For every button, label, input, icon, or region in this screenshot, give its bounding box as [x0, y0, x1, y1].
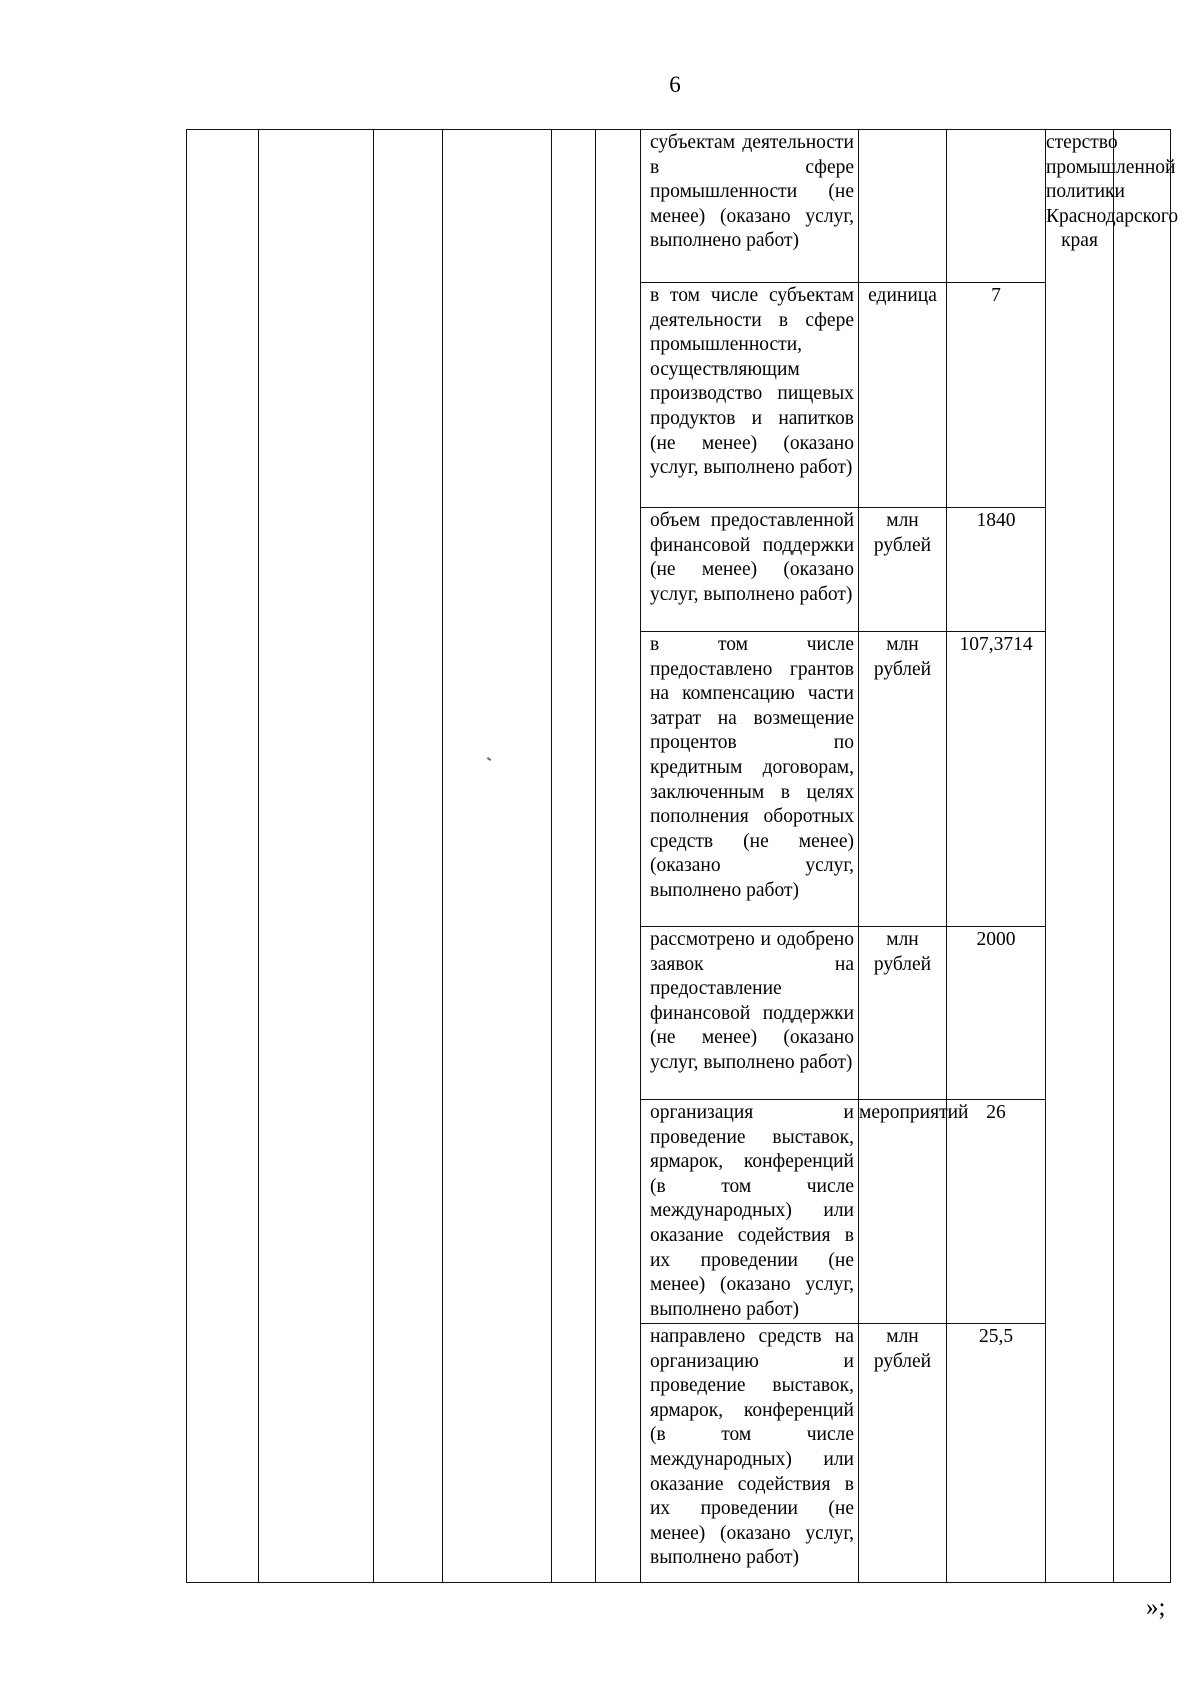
closing-quote: »; — [1146, 1594, 1166, 1621]
responsible-executor: стерство промышленной политики Краснодарского края — [1046, 130, 1114, 508]
indicator-description: субъектам деятельности в сфере промышленности (не менее) (оказано услуг, выполнено работ) — [641, 130, 859, 283]
indicator-unit: млн рублей — [859, 632, 947, 927]
indicator-unit: единица — [859, 283, 947, 508]
indicator-unit: мероприятий — [859, 1100, 947, 1324]
indicator-description: рассмотрено и одобрено заявок на предоставление финансовой поддержки (не менее) (оказано услуг, выполнено работ) — [641, 927, 859, 1100]
empty-cell — [552, 130, 596, 1583]
indicator-value: 26 — [947, 1100, 1046, 1324]
empty-cell — [1114, 130, 1171, 1583]
indicator-description: направлено средств на организацию и проведение выставок, ярмарок, конференций (в том числе международных) или оказание содействия в их проведении (не менее) (оказано услуг, выполнено работ) — [641, 1324, 859, 1583]
indicator-unit — [859, 130, 947, 283]
indicator-value: 107,3714 — [947, 632, 1046, 927]
indicator-description: в том числе предоставлено грантов на компенсацию части затрат на возмещение процентов по кредитным договорам, заключенным в целях пополнения оборотных средств (не менее) (оказано услуг, выполнено работ) — [641, 632, 859, 927]
indicator-unit: млн рублей — [859, 1324, 947, 1583]
empty-cell — [187, 130, 259, 1583]
empty-cell — [374, 130, 443, 1583]
indicator-value — [947, 130, 1046, 283]
indicator-value: 2000 — [947, 927, 1046, 1100]
responsible-executor-continued — [1046, 508, 1114, 1583]
empty-cell — [259, 130, 374, 1583]
program-table — [186, 129, 1179, 1582]
indicator-description: в том числе субъектам деятельности в сфере промышленности, осуществляющим производство пищевых продуктов и напитков (не менее) (оказано услуг, выполнено работ) — [641, 283, 859, 508]
indicator-value: 25,5 — [947, 1324, 1046, 1583]
indicator-unit: млн рублей — [859, 508, 947, 632]
page-number: 6 — [669, 72, 681, 97]
indicator-value: 1840 — [947, 508, 1046, 632]
table-row — [187, 130, 1171, 283]
indicator-value: 7 — [947, 283, 1046, 508]
empty-cell — [443, 130, 552, 1583]
indicator-description: объем предоставленной финансовой поддержки (не менее) (оказано услуг, выполнено работ) — [641, 508, 859, 632]
indicator-description: организация и проведение выставок, ярмарок, конференций (в том числе международных) или оказание содействия в их проведении (не менее) (оказано услуг, выполнено работ) — [641, 1100, 859, 1324]
indicator-unit: млн рублей — [859, 927, 947, 1100]
empty-cell — [596, 130, 641, 1583]
